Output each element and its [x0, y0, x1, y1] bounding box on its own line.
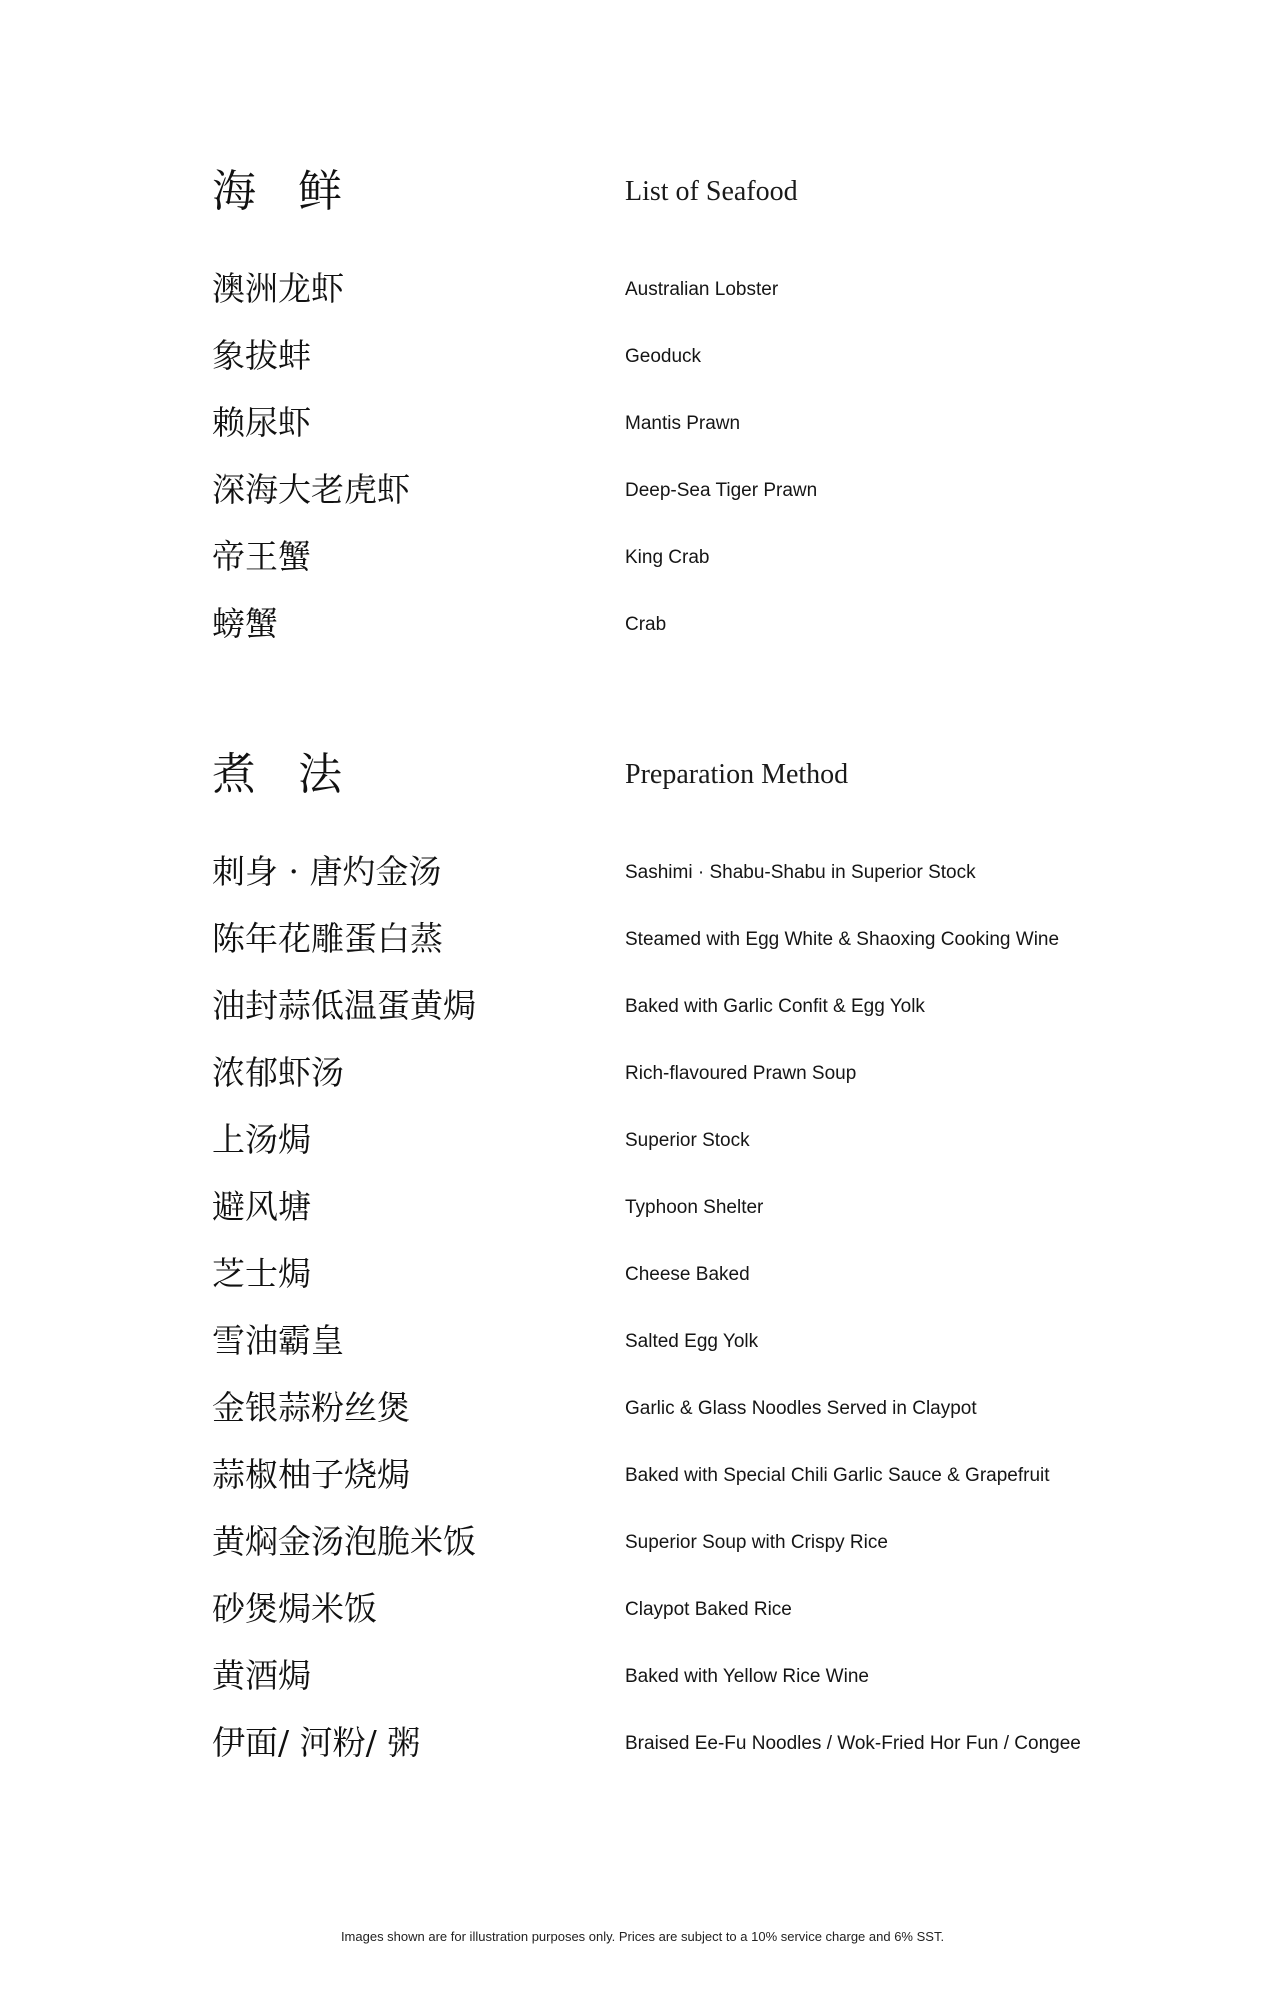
preparation-item-en: Steamed with Egg White & Shaoxing Cooking Wine: [625, 929, 1060, 950]
preparation-item: [0, 1316, 1285, 1366]
seafood-item: [0, 264, 1285, 314]
seafood-item-cn: 澳洲龙虾: [212, 269, 344, 308]
preparation-item-en: Sashimi · Shabu-Shabu in Superior Stock: [625, 862, 976, 883]
preparation-item-en: Superior Soup with Crispy Rice: [625, 1532, 888, 1553]
preparation-item-en: Baked with Special Chili Garlic Sauce & Grapefruit: [625, 1465, 1050, 1486]
seafood-item-cn: 深海大老虎虾: [212, 470, 410, 509]
preparation-item: [0, 914, 1285, 964]
seafood-title-cn: 海 鲜: [212, 166, 356, 217]
preparation-item-en: Rich-flavoured Prawn Soup: [625, 1063, 857, 1084]
preparation-item-cn: 伊面/ 河粉/ 粥: [212, 1723, 421, 1762]
seafood-item-en: Geoduck: [625, 346, 702, 367]
seafood-item: [0, 465, 1285, 515]
preparation-item-cn: 上汤焗: [212, 1120, 311, 1159]
footer-disclaimer: Images shown are for illustration purposes only. Prices are subject to a 10% service charge and 6% SST.: [340, 1929, 945, 1944]
preparation-item: [0, 847, 1285, 897]
seafood-item: [0, 331, 1285, 381]
preparation-item-en: Baked with Yellow Rice Wine: [625, 1666, 869, 1687]
preparation-section-header: [0, 745, 1285, 805]
preparation-item-cn: 避风塘: [212, 1187, 311, 1226]
preparation-item-cn: 浓郁虾汤: [212, 1053, 344, 1092]
preparation-item-en: Superior Stock: [625, 1130, 750, 1151]
seafood-title-en: List of Seafood: [625, 176, 798, 207]
preparation-item: [0, 1383, 1285, 1433]
seafood-item: [0, 532, 1285, 582]
preparation-item-cn: 黄酒焗: [212, 1656, 311, 1695]
preparation-item: [0, 1048, 1285, 1098]
preparation-item: [0, 981, 1285, 1031]
preparation-item-cn: 蒜椒柚子烧焗: [212, 1455, 410, 1494]
preparation-item-en: Cheese Baked: [625, 1264, 750, 1285]
preparation-item-en: Baked with Garlic Confit & Egg Yolk: [625, 996, 925, 1017]
preparation-item: [0, 1249, 1285, 1299]
preparation-item-en: Braised Ee-Fu Noodles / Wok-Fried Hor Fun / Congee: [625, 1733, 1081, 1754]
seafood-item-en: Crab: [625, 614, 667, 635]
preparation-title-en: Preparation Method: [625, 759, 849, 790]
preparation-item-cn: 刺身 · 唐灼金汤: [212, 852, 442, 891]
seafood-item-en: Mantis Prawn: [625, 413, 741, 434]
preparation-item-cn: 砂煲焗米饭: [212, 1589, 377, 1628]
preparation-item-cn: 雪油霸皇: [212, 1321, 344, 1360]
seafood-item-en: Deep-Sea Tiger Prawn: [625, 480, 818, 501]
preparation-item-en: Garlic & Glass Noodles Served in Claypot: [625, 1398, 977, 1419]
seafood-item: [0, 599, 1285, 649]
seafood-item-en: Australian Lobster: [625, 279, 779, 300]
seafood-item-cn: 赖尿虾: [212, 403, 311, 442]
preparation-item: [0, 1718, 1285, 1768]
preparation-item-cn: 油封蒜低温蛋黄焗: [212, 986, 476, 1025]
preparation-item-cn: 黄焖金汤泡脆米饭: [212, 1522, 476, 1561]
seafood-section-header: [0, 162, 1285, 222]
seafood-item-cn: 螃蟹: [212, 604, 278, 643]
preparation-item-en: Claypot Baked Rice: [625, 1599, 792, 1620]
preparation-item-en: Typhoon Shelter: [625, 1197, 764, 1218]
preparation-item: [0, 1115, 1285, 1165]
preparation-item: [0, 1651, 1285, 1701]
preparation-item: [0, 1517, 1285, 1567]
preparation-item: [0, 1584, 1285, 1634]
seafood-item-cn: 象拔蚌: [212, 336, 311, 375]
preparation-item-cn: 芝士焗: [212, 1254, 311, 1293]
preparation-title-cn: 煮 法: [212, 749, 356, 800]
preparation-item: [0, 1450, 1285, 1500]
preparation-item-cn: 金银蒜粉丝煲: [212, 1388, 410, 1427]
preparation-item-cn: 陈年花雕蛋白蒸: [212, 919, 443, 958]
preparation-item: [0, 1182, 1285, 1232]
preparation-item-en: Salted Egg Yolk: [625, 1331, 759, 1352]
seafood-item-en: King Crab: [625, 547, 710, 568]
seafood-item-cn: 帝王蟹: [212, 537, 311, 576]
seafood-item: [0, 398, 1285, 448]
